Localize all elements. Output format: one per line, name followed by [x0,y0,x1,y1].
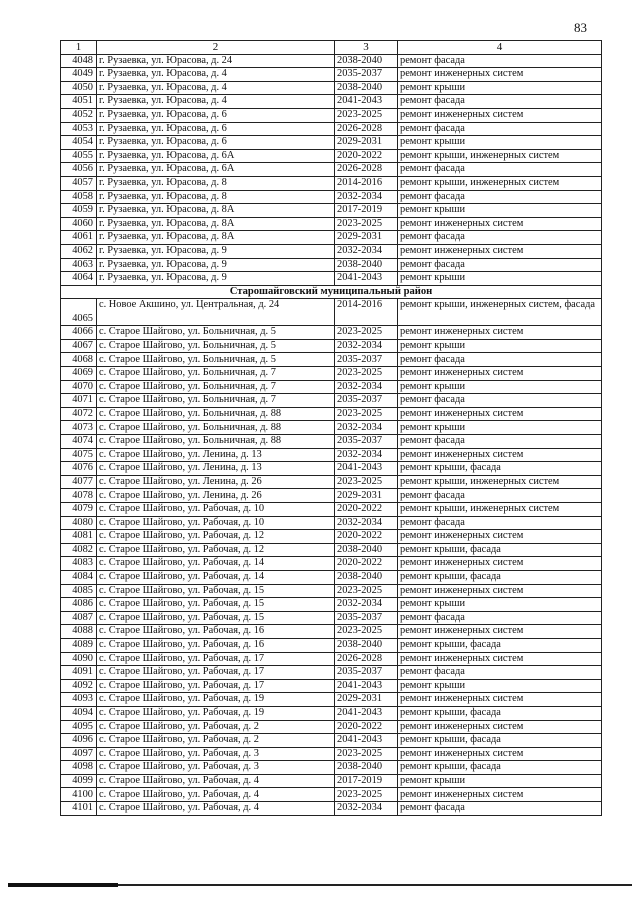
address-cell: г. Рузаевка, ул. Юрасова, д. 6А [97,163,335,177]
work-type-cell: ремонт фасада [398,802,602,816]
period-cell: 2032-2034 [335,598,398,612]
period-cell: 2032-2034 [335,448,398,462]
work-type-cell: ремонт фасада [398,489,602,503]
row-number: 4079 [61,503,97,517]
table-row [61,448,602,462]
address-cell: г. Рузаевка, ул. Юрасова, д. 24 [97,54,335,68]
table-row [61,231,602,245]
address-cell: г. Рузаевка, ул. Юрасова, д. 8 [97,176,335,190]
period-cell: 2029-2031 [335,231,398,245]
address-cell: с. Старое Шайгово, ул. Рабочая, д. 14 [97,557,335,571]
period-cell: 2035-2037 [335,68,398,82]
period-cell: 2041-2043 [335,272,398,286]
address-cell: с. Старое Шайгово, ул. Рабочая, д. 12 [97,530,335,544]
period-cell: 2026-2028 [335,163,398,177]
row-number: 4068 [61,353,97,367]
row-number: 4054 [61,136,97,150]
period-cell: 2017-2019 [335,774,398,788]
table-row [61,394,602,408]
period-cell: 2032-2034 [335,244,398,258]
column-header-work-type: 4 [398,41,602,55]
work-type-cell: ремонт инженерных систем [398,788,602,802]
table-row [61,720,602,734]
table-row [61,217,602,231]
work-type-cell: ремонт фасада [398,95,602,109]
work-type-cell: ремонт крыши, фасада [398,543,602,557]
address-cell: г. Рузаевка, ул. Юрасова, д. 8А [97,204,335,218]
work-type-cell: ремонт крыши [398,380,602,394]
table-row [61,244,602,258]
table-row [61,204,602,218]
period-cell: 2023-2025 [335,747,398,761]
row-number: 4084 [61,570,97,584]
address-cell: г. Рузаевка, ул. Юрасова, д. 8 [97,190,335,204]
address-cell: с. Старое Шайгово, ул. Рабочая, д. 19 [97,706,335,720]
work-type-cell: ремонт фасада [398,435,602,449]
table-row [61,54,602,68]
work-type-cell: ремонт крыши [398,81,602,95]
row-number: 4076 [61,462,97,476]
row-number: 4089 [61,638,97,652]
address-cell: с. Старое Шайгово, ул. Ленина, д. 26 [97,489,335,503]
work-type-cell: ремонт крыши [398,421,602,435]
work-type-cell: ремонт фасада [398,258,602,272]
table-row [61,163,602,177]
row-number: 4092 [61,679,97,693]
period-cell: 2038-2040 [335,81,398,95]
table-row [61,747,602,761]
repair-schedule-table-container [60,40,601,816]
table-row [61,543,602,557]
period-cell: 2038-2040 [335,258,398,272]
table-row [61,407,602,421]
address-cell: с. Новое Акшино, ул. Центральная, д. 24 [97,299,335,326]
address-cell: г. Рузаевка, ул. Юрасова, д. 9 [97,244,335,258]
period-cell: 2032-2034 [335,802,398,816]
table-row [61,421,602,435]
period-cell: 2023-2025 [335,326,398,340]
row-number: 4094 [61,706,97,720]
row-number: 4073 [61,421,97,435]
work-type-cell: ремонт инженерных систем [398,407,602,421]
table-row [61,530,602,544]
row-number: 4096 [61,734,97,748]
work-type-cell: ремонт крыши, инженерных систем [398,475,602,489]
row-number: 4065 [61,299,97,326]
work-type-cell: ремонт инженерных систем [398,217,602,231]
address-cell: г. Рузаевка, ул. Юрасова, д. 4 [97,81,335,95]
work-type-cell: ремонт крыши, фасада [398,761,602,775]
period-cell: 2020-2022 [335,149,398,163]
address-cell: с. Старое Шайгово, ул. Рабочая, д. 16 [97,625,335,639]
table-row [61,774,602,788]
row-number: 4078 [61,489,97,503]
work-type-cell: ремонт крыши, инженерных систем [398,503,602,517]
address-cell: с. Старое Шайгово, ул. Рабочая, д. 17 [97,679,335,693]
table-row [61,190,602,204]
work-type-cell: ремонт фасада [398,353,602,367]
address-cell: с. Старое Шайгово, ул. Больничная, д. 88 [97,407,335,421]
period-cell: 2020-2022 [335,530,398,544]
row-number: 4058 [61,190,97,204]
work-type-cell: ремонт крыши [398,598,602,612]
period-cell: 2026-2028 [335,652,398,666]
period-cell: 2020-2022 [335,720,398,734]
table-row [61,435,602,449]
row-number: 4085 [61,584,97,598]
table-row [61,108,602,122]
address-cell: с. Старое Шайгово, ул. Рабочая, д. 15 [97,611,335,625]
table-row [61,176,602,190]
period-cell: 2026-2028 [335,122,398,136]
row-number: 4099 [61,774,97,788]
period-cell: 2032-2034 [335,380,398,394]
address-cell: г. Рузаевка, ул. Юрасова, д. 6 [97,122,335,136]
period-cell: 2029-2031 [335,693,398,707]
period-cell: 2023-2025 [335,367,398,381]
repair-schedule-table [60,40,602,816]
table-row [61,557,602,571]
row-number: 4100 [61,788,97,802]
work-type-cell: ремонт крыши, фасада [398,638,602,652]
work-type-cell: ремонт фасада [398,516,602,530]
row-number: 4083 [61,557,97,571]
row-number: 4086 [61,598,97,612]
row-number: 4091 [61,666,97,680]
row-number: 4077 [61,475,97,489]
work-type-cell: ремонт инженерных систем [398,68,602,82]
row-number: 4097 [61,747,97,761]
work-type-cell: ремонт инженерных систем [398,652,602,666]
period-cell: 2014-2016 [335,176,398,190]
row-number: 4074 [61,435,97,449]
work-type-cell: ремонт крыши [398,339,602,353]
table-row [61,258,602,272]
address-cell: с. Старое Шайгово, ул. Больничная, д. 7 [97,394,335,408]
table-row [61,516,602,530]
table-row [61,706,602,720]
period-cell: 2041-2043 [335,734,398,748]
period-cell: 2020-2022 [335,557,398,571]
header-row [61,41,602,55]
address-cell: с. Старое Шайгово, ул. Рабочая, д. 16 [97,638,335,652]
row-number: 4056 [61,163,97,177]
period-cell: 2032-2034 [335,190,398,204]
table-row [61,272,602,286]
period-cell: 2023-2025 [335,108,398,122]
row-number: 4090 [61,652,97,666]
row-number: 4059 [61,204,97,218]
period-cell: 2041-2043 [335,95,398,109]
row-number: 4069 [61,367,97,381]
row-number: 4080 [61,516,97,530]
period-cell: 2023-2025 [335,584,398,598]
address-cell: с. Старое Шайгово, ул. Ленина, д. 26 [97,475,335,489]
address-cell: г. Рузаевка, ул. Юрасова, д. 6 [97,136,335,150]
work-type-cell: ремонт крыши [398,679,602,693]
row-number: 4095 [61,720,97,734]
work-type-cell: ремонт фасада [398,122,602,136]
row-number: 4066 [61,326,97,340]
table-row [61,326,602,340]
period-cell: 2020-2022 [335,503,398,517]
address-cell: с. Старое Шайгово, ул. Рабочая, д. 17 [97,666,335,680]
address-cell: с. Старое Шайгово, ул. Рабочая, д. 10 [97,503,335,517]
work-type-cell: ремонт инженерных систем [398,108,602,122]
period-cell: 2038-2040 [335,54,398,68]
work-type-cell: ремонт крыши, инженерных систем [398,149,602,163]
period-cell: 2023-2025 [335,217,398,231]
period-cell: 2032-2034 [335,339,398,353]
table-row [61,638,602,652]
work-type-cell: ремонт крыши, инженерных систем, фасада [398,299,602,326]
table-row [61,611,602,625]
row-number: 4052 [61,108,97,122]
address-cell: с. Старое Шайгово, ул. Больничная, д. 7 [97,367,335,381]
period-cell: 2023-2025 [335,475,398,489]
period-cell: 2023-2025 [335,788,398,802]
address-cell: с. Старое Шайгово, ул. Рабочая, д. 14 [97,570,335,584]
table-row [61,802,602,816]
row-number: 4050 [61,81,97,95]
work-type-cell: ремонт инженерных систем [398,584,602,598]
table-row [61,598,602,612]
address-cell: г. Рузаевка, ул. Юрасова, д. 4 [97,68,335,82]
work-type-cell: ремонт крыши [398,204,602,218]
address-cell: г. Рузаевка, ул. Юрасова, д. 8А [97,217,335,231]
period-cell: 2035-2037 [335,353,398,367]
address-cell: с. Старое Шайгово, ул. Больничная, д. 88 [97,435,335,449]
period-cell: 2035-2037 [335,611,398,625]
address-cell: с. Старое Шайгово, ул. Больничная, д. 5 [97,339,335,353]
table-row [61,625,602,639]
work-type-cell: ремонт фасада [398,231,602,245]
address-cell: с. Старое Шайгово, ул. Больничная, д. 88 [97,421,335,435]
address-cell: с. Старое Шайгово, ул. Больничная, д. 5 [97,353,335,367]
table-row [61,81,602,95]
period-cell: 2023-2025 [335,625,398,639]
row-number: 4048 [61,54,97,68]
table-row [61,367,602,381]
address-cell: с. Старое Шайгово, ул. Больничная, д. 7 [97,380,335,394]
period-cell: 2035-2037 [335,435,398,449]
table-row [61,462,602,476]
table-row [61,353,602,367]
row-number: 4081 [61,530,97,544]
period-cell: 2041-2043 [335,706,398,720]
row-number: 4088 [61,625,97,639]
row-number: 4071 [61,394,97,408]
address-cell: с. Старое Шайгово, ул. Рабочая, д. 4 [97,788,335,802]
table-row [61,570,602,584]
period-cell: 2038-2040 [335,638,398,652]
row-number: 4087 [61,611,97,625]
row-number: 4093 [61,693,97,707]
column-header-period: 3 [335,41,398,55]
address-cell: г. Рузаевка, ул. Юрасова, д. 9 [97,258,335,272]
period-cell: 2038-2040 [335,761,398,775]
work-type-cell: ремонт фасада [398,163,602,177]
table-row [61,68,602,82]
work-type-cell: ремонт крыши [398,272,602,286]
address-cell: с. Старое Шайгово, ул. Больничная, д. 5 [97,326,335,340]
row-number: 4098 [61,761,97,775]
table-row [61,503,602,517]
row-number: 4049 [61,68,97,82]
column-header-number: 1 [61,41,97,55]
row-number: 4072 [61,407,97,421]
work-type-cell: ремонт инженерных систем [398,448,602,462]
table-row [61,475,602,489]
section-row [61,285,602,299]
column-header-address: 2 [97,41,335,55]
work-type-cell: ремонт крыши, фасада [398,706,602,720]
row-number: 4062 [61,244,97,258]
address-cell: с. Старое Шайгово, ул. Рабочая, д. 2 [97,720,335,734]
row-number: 4055 [61,149,97,163]
work-type-cell: ремонт инженерных систем [398,326,602,340]
row-number: 4064 [61,272,97,286]
period-cell: 2029-2031 [335,136,398,150]
address-cell: г. Рузаевка, ул. Юрасова, д. 6А [97,149,335,163]
row-number: 4061 [61,231,97,245]
address-cell: с. Старое Шайгово, ул. Рабочая, д. 4 [97,802,335,816]
row-number: 4075 [61,448,97,462]
table-row [61,584,602,598]
table-row [61,761,602,775]
row-number: 4051 [61,95,97,109]
work-type-cell: ремонт крыши, фасада [398,734,602,748]
address-cell: г. Рузаевка, ул. Юрасова, д. 6 [97,108,335,122]
table-row [61,299,602,326]
work-type-cell: ремонт инженерных систем [398,625,602,639]
address-cell: г. Рузаевка, ул. Юрасова, д. 4 [97,95,335,109]
work-type-cell: ремонт фасада [398,394,602,408]
work-type-cell: ремонт инженерных систем [398,530,602,544]
address-cell: с. Старое Шайгово, ул. Ленина, д. 13 [97,462,335,476]
period-cell: 2014-2016 [335,299,398,326]
period-cell: 2038-2040 [335,543,398,557]
period-cell: 2029-2031 [335,489,398,503]
row-number: 4067 [61,339,97,353]
period-cell: 2038-2040 [335,570,398,584]
page-number: 83 [574,20,587,35]
row-number: 4070 [61,380,97,394]
work-type-cell: ремонт инженерных систем [398,693,602,707]
work-type-cell: ремонт инженерных систем [398,557,602,571]
row-number: 4060 [61,217,97,231]
work-type-cell: ремонт крыши [398,774,602,788]
work-type-cell: ремонт инженерных систем [398,367,602,381]
period-cell: 2035-2037 [335,394,398,408]
period-cell: 2023-2025 [335,407,398,421]
row-number: 4082 [61,543,97,557]
work-type-cell: ремонт фасада [398,666,602,680]
address-cell: г. Рузаевка, ул. Юрасова, д. 8А [97,231,335,245]
work-type-cell: ремонт инженерных систем [398,720,602,734]
table-row [61,122,602,136]
period-cell: 2041-2043 [335,679,398,693]
work-type-cell: ремонт крыши, фасада [398,570,602,584]
period-cell: 2032-2034 [335,516,398,530]
table-row [61,652,602,666]
work-type-cell: ремонт крыши [398,136,602,150]
row-number: 4057 [61,176,97,190]
table-row [61,489,602,503]
address-cell: с. Старое Шайгово, ул. Рабочая, д. 4 [97,774,335,788]
table-row [61,95,602,109]
table-row [61,679,602,693]
table-row [61,788,602,802]
table-row [61,136,602,150]
table-row [61,380,602,394]
address-cell: с. Старое Шайгово, ул. Рабочая, д. 12 [97,543,335,557]
address-cell: с. Старое Шайгово, ул. Рабочая, д. 2 [97,734,335,748]
address-cell: с. Старое Шайгово, ул. Ленина, д. 13 [97,448,335,462]
row-number: 4053 [61,122,97,136]
address-cell: с. Старое Шайгово, ул. Рабочая, д. 15 [97,584,335,598]
period-cell: 2032-2034 [335,421,398,435]
work-type-cell: ремонт инженерных систем [398,244,602,258]
address-cell: с. Старое Шайгово, ул. Рабочая, д. 19 [97,693,335,707]
row-number: 4063 [61,258,97,272]
table-row [61,666,602,680]
section-title: Старошайговский муниципальный район [61,285,602,299]
bottom-rule-accent [8,883,118,887]
address-cell: с. Старое Шайгово, ул. Рабочая, д. 17 [97,652,335,666]
table-row [61,734,602,748]
address-cell: с. Старое Шайгово, ул. Рабочая, д. 10 [97,516,335,530]
period-cell: 2017-2019 [335,204,398,218]
period-cell: 2035-2037 [335,666,398,680]
work-type-cell: ремонт фасада [398,190,602,204]
table-row [61,693,602,707]
table-row [61,149,602,163]
work-type-cell: ремонт крыши, фасада [398,462,602,476]
work-type-cell: ремонт фасада [398,611,602,625]
period-cell: 2041-2043 [335,462,398,476]
table-row [61,339,602,353]
address-cell: с. Старое Шайгово, ул. Рабочая, д. 3 [97,747,335,761]
row-number: 4101 [61,802,97,816]
address-cell: с. Старое Шайгово, ул. Рабочая, д. 3 [97,761,335,775]
address-cell: г. Рузаевка, ул. Юрасова, д. 9 [97,272,335,286]
table-body [61,54,602,815]
address-cell: с. Старое Шайгово, ул. Рабочая, д. 15 [97,598,335,612]
work-type-cell: ремонт крыши, инженерных систем [398,176,602,190]
work-type-cell: ремонт инженерных систем [398,747,602,761]
work-type-cell: ремонт фасада [398,54,602,68]
